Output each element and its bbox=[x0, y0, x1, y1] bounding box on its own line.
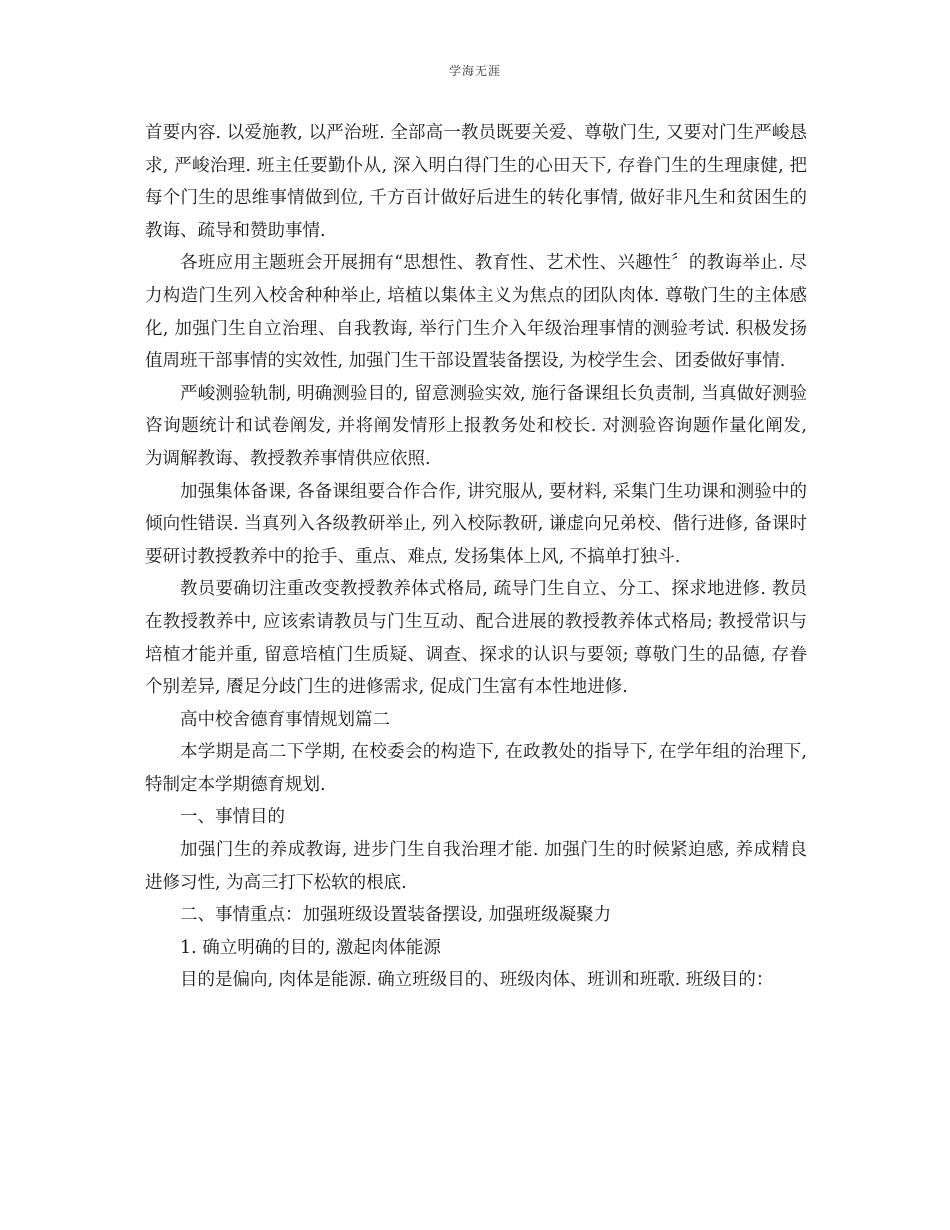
paragraph-12: 目的是偏向, 肉体是能源. 确立班级目的、班级肉体、班训和班歌. 班级目的： bbox=[180, 970, 774, 991]
document-body bbox=[145, 117, 807, 997]
paragraph-7: 本学期是高二下学期, 在校委会的构造下, 在政教处的指导下, 在学年组的治理下, 特制定本学期德育规划. bbox=[145, 742, 807, 795]
paragraph-9: 加强门生的养成教诲, 进步门生自我治理才能. 加强门生的时候紧迫感, 养成精良进修习性, 为高三打下松软的根底. bbox=[145, 840, 807, 893]
heading-goals: 一、事情目的 bbox=[180, 807, 285, 828]
paragraph-2: 各班应用主题班会开展拥有“思想性、教育性、艺术性、兴趣性〞的教诲举止. 尽力构造门生列入校舍种种举止, 培植以集体主义为焦点的团队肉体. 尊敬门生的主体感化, 加强门生自立治理、自我教诲, 举行门生介入年级治理事情的测验考试. 积极发扬值周班干部事情的实效性, 加强门生干部设置装备摆设, 为校学生会、团委做好事情. bbox=[145, 253, 807, 372]
paragraph-3: 严峻测验轨制, 明确测验目的, 留意测验实效, 施行备课组长负责制, 当真做好测验咨询题统计和试卷阐发, 并将阐发情形上报教务处和校长. 对测验咨询题作量化阐发, 为调解教诲、教授教养事情供应依照. bbox=[145, 383, 807, 469]
paragraph-5: 教员要确切注重改变教授教养体式格局, 疏导门生自立、分工、探求地进修. 教员在教授教养中, 应该索请教员与门生互动、配合进展的教授教养体式格局; 教授常识与培植才能并重, 留意培植门生质疑、调查、探求的认识与要领; 尊敬门生的品德, 存眷个别差异, 餍足分歧门生的进修需求, 促成门生富有本性地进修. bbox=[145, 579, 807, 698]
page-header: 学海无涯 bbox=[448, 64, 501, 78]
paragraph-4: 加强集体备课, 各备课组要合作合作, 讲究服从, 要材料, 采集门生功课和测验中的倾向性错误. 当真列入各级教研举止, 列入校际教研, 谦虚向兄弟校、偕行进修, 备课时要研讨教授教养中的抢手、重点、难点, 发扬集体上风, 不搞单打独斗. bbox=[145, 481, 807, 567]
heading-focus: 二、事情重点：加强班级设置装备摆设, 加强班级凝聚力 bbox=[180, 905, 612, 926]
section-title: 高中校舍德育事情规划篇二 bbox=[180, 709, 390, 730]
paragraph-1: 首要内容. 以爱施教, 以严治班. 全部高一教员既要关爱、尊敬门生, 又要对门生严峻恳求, 严峻治理. 班主任要勤仆从, 深入明白得门生的心田天下, 存眷门生的生理康健, 把每个门生的思维事情做到位, 千方百计做好后进生的转化事情, 做好非凡生和贫困生的教诲、疏导和赞助事情. bbox=[145, 123, 807, 241]
subheading-1: 1. 确立明确的目的, 激起肉体能源 bbox=[180, 937, 441, 958]
